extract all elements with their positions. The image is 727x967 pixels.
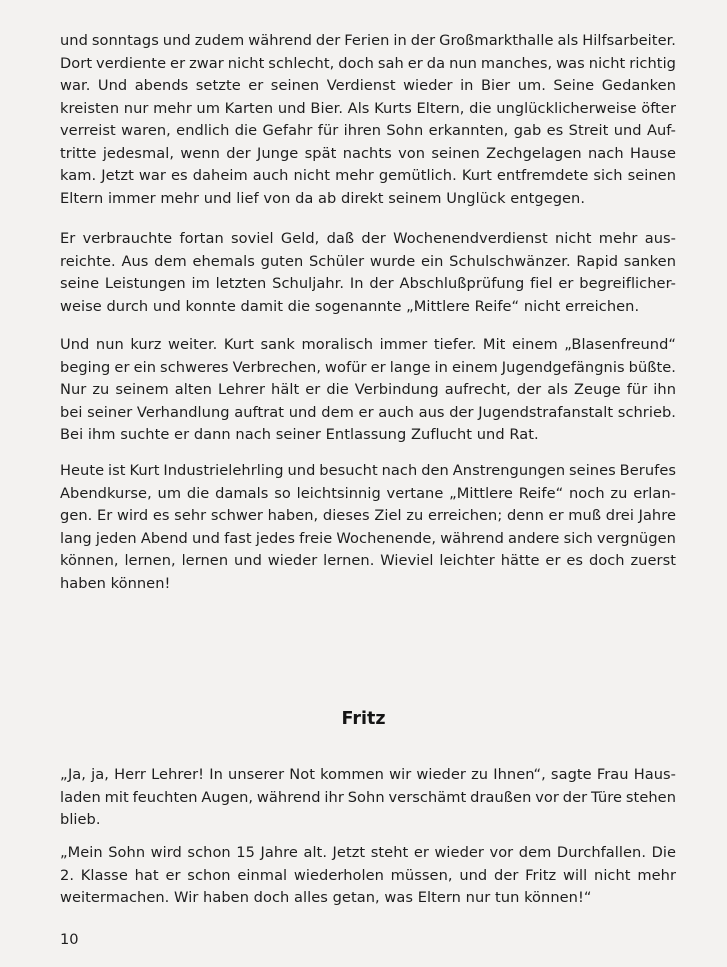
paragraph-kurt-drinking (60, 30, 676, 210)
text-line: 2. Klasse hat er schon einmal wiederholen müssen, und der Fritz will nicht mehr (60, 866, 676, 884)
section-heading: Fritz (341, 709, 386, 729)
paragraph-fritz-son (60, 842, 676, 910)
text-line: verreist waren, endlich die Gefahr für ihren Sohn erkannten, gab es Streit und Auf- (60, 122, 676, 139)
text-line: tritte jedesmal, wenn der Junge spät nachts von seinen Zechgelagen nach Hause (60, 144, 676, 162)
text-line: Nur zu seinem alten Lehrer hält er die Verbindung aufrecht, der als Zeuge für ihn (60, 381, 676, 398)
text-line: Dort verdiente er zwar nicht schlecht, doch sah er da nun manches, was nicht richtig (60, 54, 676, 72)
text-line: können, lernen, lernen und wieder lernen. Wieviel leichter hätte er es doch zuerst (60, 552, 676, 569)
text-line: seine Leistungen im letzten Schuljahr. In der Abschlußprüfung fiel er begreiflicher- (60, 275, 676, 292)
text-line: weise durch und konnte damit die sogenannte „Mittlere Reife“ nicht erreichen. (60, 297, 640, 315)
paragraph-kurt-today (60, 460, 676, 595)
text-line: „Ja, ja, Herr Lehrer! In unserer Not kommen wir wieder zu Ihnen“, sagte Frau Haus- (60, 766, 676, 783)
text-line: lang jeden Abend und fast jedes freie Wochenende, während andere sich vergnügen (60, 529, 676, 547)
text-line: laden mit feuchten Augen, während ihr Sohn verschämt draußen vor der Türe stehen (60, 788, 676, 806)
text-line: und sonntags und zudem während der Ferien in der Großmarkthalle als Hilfsarbeiter. (60, 32, 676, 49)
text-line: Eltern immer mehr und lief von da ab direkt seinem Unglück entgegen. (60, 189, 586, 207)
paragraph-fritz-mother (60, 764, 676, 832)
text-line: beging er ein schweres Verbrechen, wofür er lange in einem Jugendgefängnis büßte. (60, 358, 676, 376)
text-line: reichte. Aus dem ehemals guten Schüler wurde ein Schulschwänzer. Rapid sanken (60, 252, 676, 270)
paragraph-kurt-crime (60, 334, 676, 447)
text-line: Er verbrauchte fortan soviel Geld, daß der Wochenendverdienst nicht mehr aus- (60, 230, 676, 247)
text-line: war. Und abends setzte er seinen Verdienst wieder in Bier um. Seine Gedanken (60, 77, 676, 94)
text-line: bei seiner Verhandlung auftrat und dem er auch aus der Jugendstrafanstalt schrieb. (60, 403, 676, 421)
text-line: Abendkurse, um die damals so leichtsinnig vertane „Mittlere Reife“ noch zu erlan- (60, 484, 676, 502)
text-line: weitermachen. Wir haben doch alles getan, was Eltern nur tun können!“ (60, 889, 592, 906)
text-line: Heute ist Kurt Industrielehrling und besucht nach den Anstrengungen seines Berufes (60, 462, 676, 479)
text-line: Und nun kurz weiter. Kurt sank moralisch immer tiefer. Mit einem „Blasenfreund“ (60, 336, 676, 353)
text-line: blieb. (60, 811, 101, 828)
text-line: Bei ihm suchte er dann nach seiner Entlassung Zuflucht und Rat. (60, 426, 539, 443)
text-line: kam. Jetzt war es daheim auch nicht mehr gemütlich. Kurt entfremdete sich seinen (60, 167, 676, 184)
text-line: haben können! (60, 574, 171, 592)
page-number: 10 (60, 931, 79, 948)
text-line: kreisten nur mehr um Karten und Bier. Als Kurts Eltern, die unglücklicherweise öfter (60, 99, 676, 117)
text-line: „Mein Sohn wird schon 15 Jahre alt. Jetzt steht er wieder vor dem Durchfallen. Die (60, 844, 676, 861)
text-line: gen. Er wird es sehr schwer haben, dieses Ziel zu erreichen; denn er muß drei Jahre (60, 507, 676, 524)
paragraph-kurt-school (60, 228, 676, 318)
